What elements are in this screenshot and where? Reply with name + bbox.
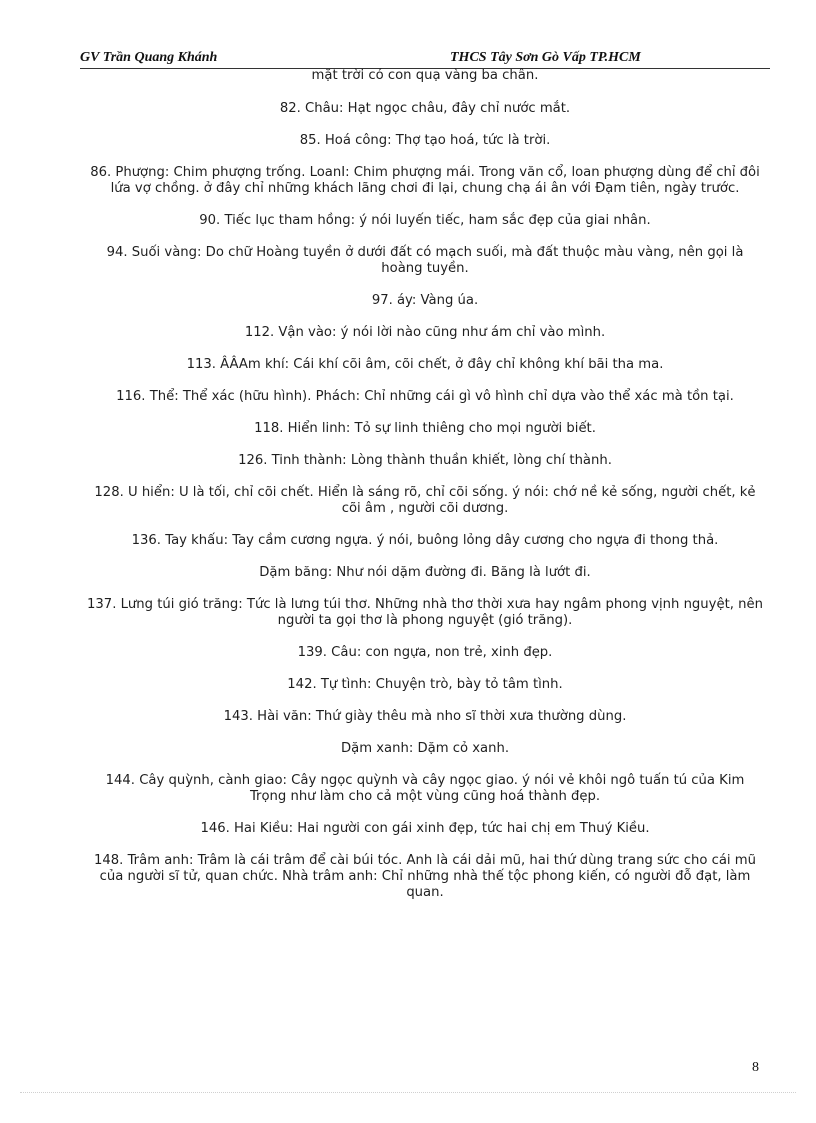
note-item: Dặm băng: Như nói dặm đường đi. Băng là lướt đi. [259,565,591,580]
note-item: 128. U hiển: U là tối, chỉ cõi chết. Hiển là sáng rõ, chỉ cõi sống. ý nói: chớ nề kẻ sống, người chết, kẻ cõi âm , người cõi dương. [94,485,756,516]
note-item: 97. áy: Vàng úa. [371,293,479,308]
note-item: 116. Thể: Thể xác (hữu hình). Phách: Chỉ những cái gì vô hình chỉ dựa vào thể xác mà tồn tại. [116,389,734,404]
note-item: 146. Hai Kiều: Hai người con gái xinh đẹp, tức hai chị em Thuý Kiều. [200,821,650,836]
note-item: 137. Lưng túi gió trăng: Tức là lưng túi thơ. Những nhà thơ thời xưa hay ngâm phong vịnh nguyệt, nên người ta gọi thơ là phong nguyệt (gió trăng). [87,597,763,628]
note-item: 85. Hoá công: Thợ tạo hoá, tức là trời. [299,133,551,148]
page-header [80,50,770,69]
note-item: 148. Trâm anh: Trâm là cái trâm để cài búi tóc. Anh là cái dải mũ, hai thứ dùng trang sức cho cái mũ của người sĩ tử, quan chức. Nhà trâm anh: Chỉ những nhà thế tộc phong kiến, có người đỗ đạt, làm quan. [94,853,756,900]
note-item: 136. Tay khấu: Tay cầm cương ngựa. ý nói, buông lỏng dây cương cho ngựa đi thong thả. [131,533,719,548]
note-item: mặt trời có con quạ vàng ba chân. [311,68,539,83]
header-school: THCS Tây Sơn Gò Vấp TP.HCM [450,50,641,65]
note-item: 113. ÂÂAm khí: Cái khí cõi âm, cõi chết, ở đây chỉ không khí bãi tha ma. [186,357,664,372]
page-boundary-divider [20,1092,796,1093]
note-item: Dặm xanh: Dặm cỏ xanh. [340,741,510,756]
note-item: 126. Tinh thành: Lòng thành thuần khiết, lòng chí thành. [238,453,612,468]
note-item: 144. Cây quỳnh, cành giao: Cây ngọc quỳnh và cây ngọc giao. ý nói vẻ khôi ngô tuấn tú của Kim Trọng như làm cho cả một vùng cũng hoá thành đẹp. [105,773,745,804]
note-item: 112. Vận vào: ý nói lời nào cũng như ám chỉ vào mình. [244,325,606,340]
note-item: 82. Châu: Hạt ngọc châu, đây chỉ nước mắt. [279,101,571,116]
note-item: 118. Hiển linh: Tỏ sự linh thiêng cho mọi người biết. [254,421,596,436]
note-item: 90. Tiếc lục tham hồng: ý nói luyến tiếc, ham sắc đẹp của giai nhân. [199,213,651,228]
annotation-list [80,68,770,917]
note-item: 143. Hài văn: Thứ giày thêu mà nho sĩ thời xưa thường dùng. [223,709,627,724]
note-item: 94. Suối vàng: Do chữ Hoàng tuyền ở dưới đất có mạch suối, mà đất thuộc màu vàng, nên gọi là hoàng tuyền. [106,245,744,276]
page-number: 8 [752,1060,759,1075]
note-item: 86. Phượng: Chim phượng trống. LoanI: Chim phượng mái. Trong văn cổ, loan phượng dùng để chỉ đôi lứa vợ chồng. ở đây chỉ những khách lãng chơi đi lại, chung chạ ái ân với Đạm tiên, ngày trước. [90,165,760,196]
note-item: 139. Câu: con ngựa, non trẻ, xinh đẹp. [297,645,553,660]
note-item: 142. Tự tình: Chuyện trò, bày tỏ tâm tình. [287,677,563,692]
header-author: GV Trần Quang Khánh [80,50,218,65]
